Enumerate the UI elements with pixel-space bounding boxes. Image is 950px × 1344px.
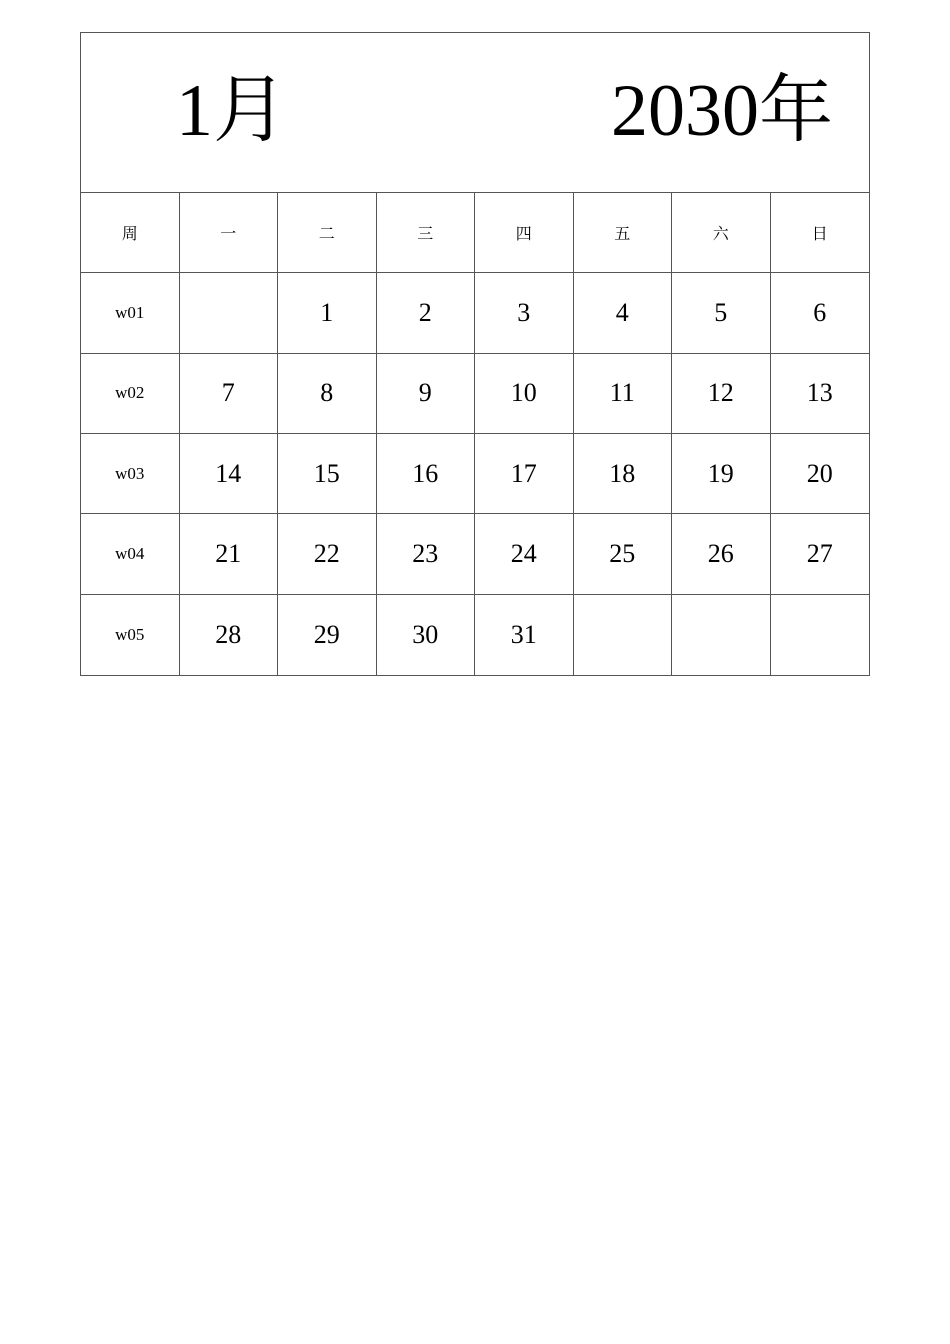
- weekday-header-sat: 六: [672, 193, 771, 273]
- day-cell: 9: [377, 354, 476, 434]
- day-cell: 15: [278, 434, 377, 514]
- day-cell: 17: [475, 434, 574, 514]
- day-cell: 2: [377, 273, 476, 353]
- day-cell: 20: [771, 434, 870, 514]
- day-cell: 26: [672, 514, 771, 594]
- week-number: w04: [81, 514, 180, 594]
- day-cell: 19: [672, 434, 771, 514]
- week-number: w03: [81, 434, 180, 514]
- day-cell: 22: [278, 514, 377, 594]
- week-number: w02: [81, 354, 180, 434]
- day-cell: 8: [278, 354, 377, 434]
- day-cell: 27: [771, 514, 870, 594]
- calendar-grid: [81, 193, 869, 675]
- weekday-header-wed: 三: [377, 193, 476, 273]
- day-cell: 4: [574, 273, 673, 353]
- day-cell: 16: [377, 434, 476, 514]
- day-cell: 29: [278, 595, 377, 675]
- day-cell: 31: [475, 595, 574, 675]
- weekday-header-sun: 日: [771, 193, 870, 273]
- day-cell: 21: [180, 514, 279, 594]
- day-cell: 10: [475, 354, 574, 434]
- day-cell: 6: [771, 273, 870, 353]
- day-cell: 5: [672, 273, 771, 353]
- week-number: w05: [81, 595, 180, 675]
- calendar-header: [81, 33, 869, 193]
- day-cell: 23: [377, 514, 476, 594]
- day-cell: [574, 595, 673, 675]
- day-cell: 3: [475, 273, 574, 353]
- day-cell: 25: [574, 514, 673, 594]
- day-cell: 28: [180, 595, 279, 675]
- day-cell: 11: [574, 354, 673, 434]
- weekday-header-thu: 四: [475, 193, 574, 273]
- day-cell: 12: [672, 354, 771, 434]
- day-cell: [180, 273, 279, 353]
- year-title: 2030年: [611, 70, 833, 152]
- month-title: 1月: [176, 70, 287, 152]
- day-cell: 18: [574, 434, 673, 514]
- day-cell: 1: [278, 273, 377, 353]
- day-cell: 13: [771, 354, 870, 434]
- day-cell: 24: [475, 514, 574, 594]
- week-column-header: 周: [81, 193, 180, 273]
- week-number: w01: [81, 273, 180, 353]
- day-cell: 7: [180, 354, 279, 434]
- day-cell: [771, 595, 870, 675]
- day-cell: 30: [377, 595, 476, 675]
- weekday-header-mon: 一: [180, 193, 279, 273]
- day-cell: 14: [180, 434, 279, 514]
- weekday-header-fri: 五: [574, 193, 673, 273]
- calendar: [80, 32, 870, 676]
- weekday-header-tue: 二: [278, 193, 377, 273]
- day-cell: [672, 595, 771, 675]
